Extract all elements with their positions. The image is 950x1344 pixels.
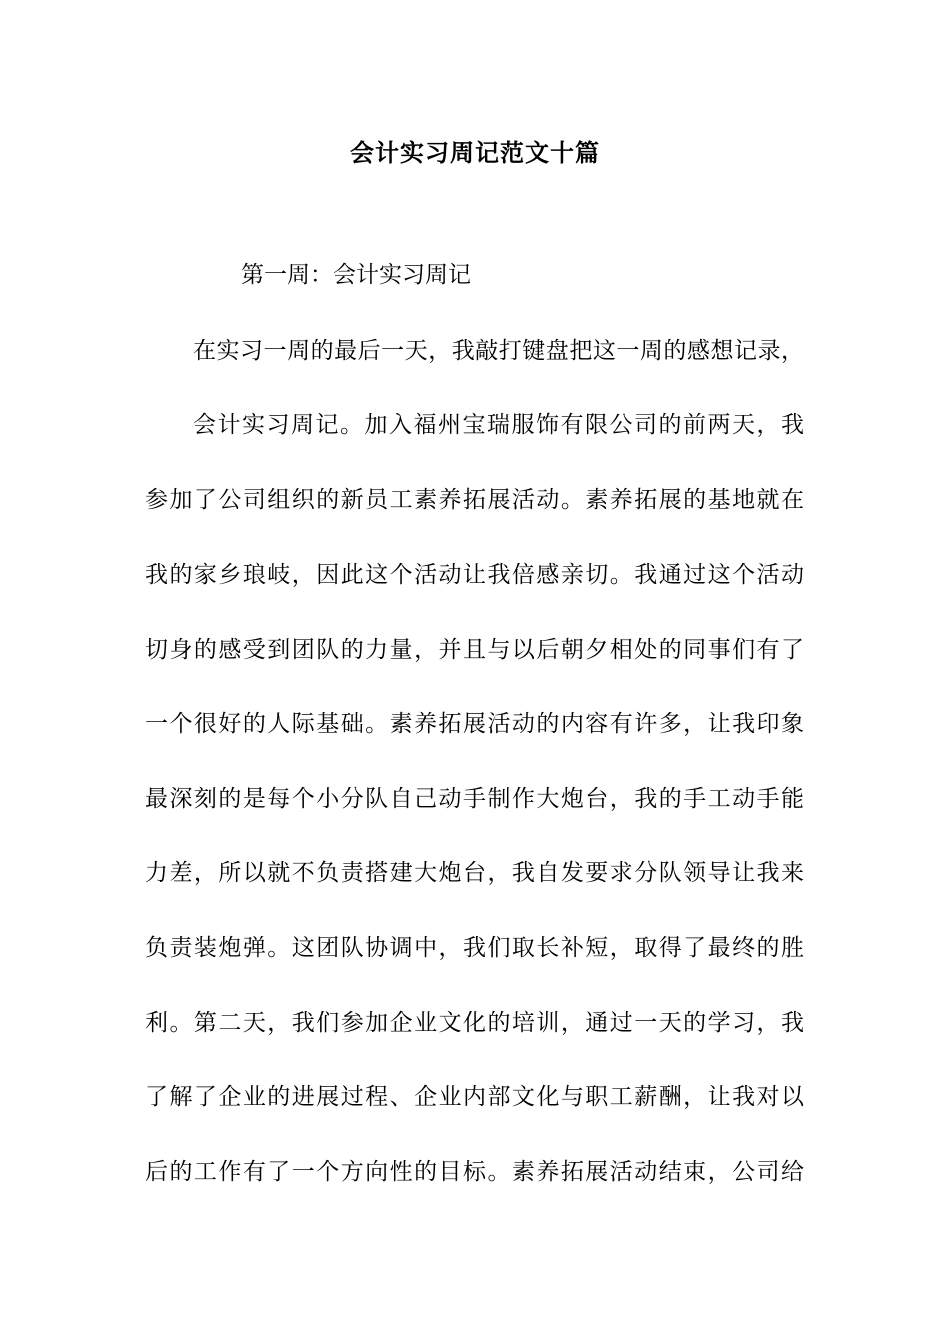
paragraph-line: 会计实习周记。加入福州宝瑞服饰有限公司的前两天，我 <box>193 412 804 438</box>
paragraph-line: 最深刻的是每个小分队自己动手制作大炮台，我的手工动手能 <box>145 786 804 812</box>
paragraph-line: 力差，所以就不负责搭建大炮台，我自发要求分队领导让我来 <box>145 860 804 886</box>
paragraph-line: 负责装炮弹。这团队协调中，我们取长补短，取得了最终的胜 <box>145 935 804 961</box>
paragraph-line: 参加了公司组织的新员工素养拓展活动。素养拓展的基地就在 <box>145 487 804 513</box>
section-heading: 第一周：会计实习周记 <box>241 262 471 288</box>
paragraph-line: 后的工作有了一个方向性的目标。素养拓展活动结束，公司给 <box>145 1159 804 1185</box>
paragraph-line: 一个很好的人际基础。素养拓展活动的内容有许多，让我印象 <box>145 711 804 737</box>
document-title: 会计实习周记范文十篇 <box>350 138 600 167</box>
paragraph-line: 在实习一周的最后一天，我敲打键盘把这一周的感想记录， <box>193 338 804 364</box>
paragraph-line: 了解了企业的进展过程、企业内部文化与职工薪酬，让我对以 <box>145 1084 804 1110</box>
paragraph-line: 切身的感受到团队的力量，并且与以后朝夕相处的同事们有了 <box>145 637 804 663</box>
paragraph-line: 我的家乡琅岐，因此这个活动让我倍感亲切。我通过这个活动 <box>145 562 804 588</box>
paragraph-line: 利。第二天，我们参加企业文化的培训，通过一天的学习，我 <box>145 1010 804 1036</box>
